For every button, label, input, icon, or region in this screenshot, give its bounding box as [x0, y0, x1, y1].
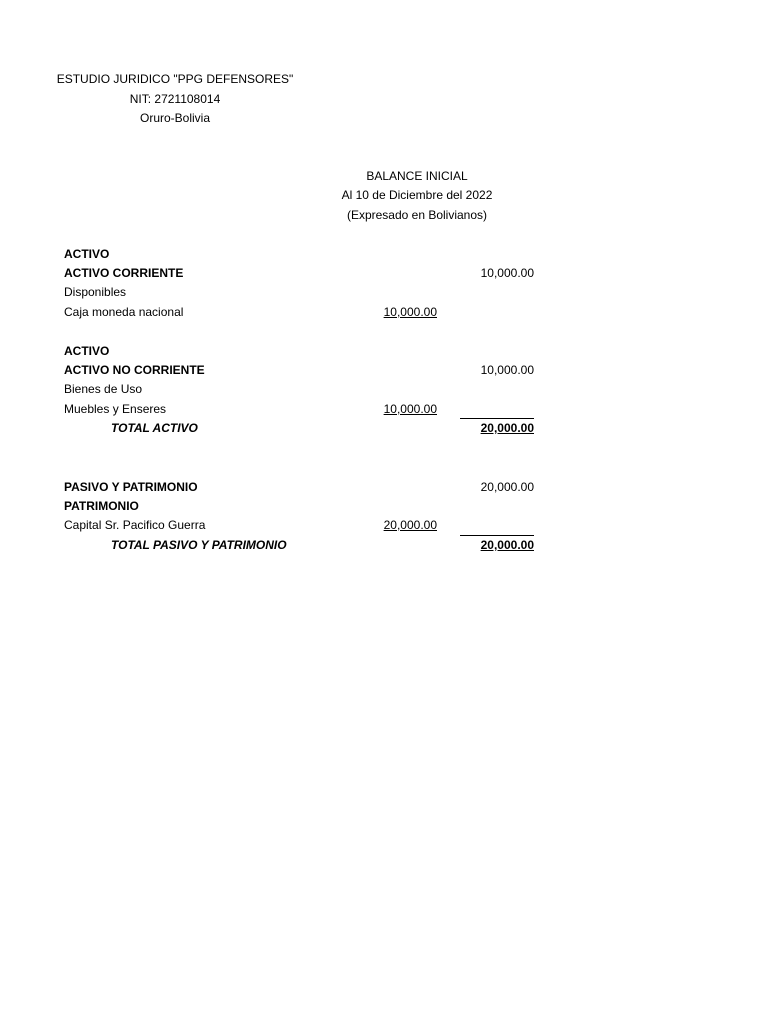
activo-no-corriente-subtotal: 10,000.00 [480, 363, 534, 377]
bienes-de-uso-label: Bienes de Uso [64, 382, 143, 396]
company-location: Oruro-Bolivia [139, 111, 211, 125]
currency-note: (Expresado en Bolivianos) [346, 208, 488, 222]
caja-label: Caja moneda nacional [64, 305, 184, 319]
total-pasivo-rule [460, 535, 534, 536]
activo-heading: ACTIVO [64, 247, 110, 261]
activo-no-corriente-heading: ACTIVO NO CORRIENTE [64, 363, 205, 377]
total-activo-value: 20,000.00 [480, 421, 534, 435]
capital-value: 20,000.00 [383, 518, 437, 532]
muebles-label: Muebles y Enseres [64, 402, 167, 416]
report-date: Al 10 de Diciembre del 2022 [341, 188, 493, 202]
total-pasivo-patrimonio-value: 20,000.00 [480, 538, 534, 552]
total-activo-label: TOTAL ACTIVO [111, 421, 198, 435]
total-activo-rule [460, 418, 534, 419]
capital-label: Capital Sr. Pacifico Guerra [64, 518, 206, 532]
activo-heading-2: ACTIVO [64, 344, 110, 358]
muebles-value: 10,000.00 [383, 402, 437, 416]
patrimonio-heading: PATRIMONIO [64, 499, 139, 513]
company-name: ESTUDIO JURIDICO "PPG DEFENSORES" [56, 72, 294, 86]
caja-value: 10,000.00 [383, 305, 437, 319]
activo-corriente-heading: ACTIVO CORRIENTE [64, 266, 184, 280]
activo-corriente-subtotal: 10,000.00 [480, 266, 534, 280]
report-title: BALANCE INICIAL [366, 169, 468, 183]
pasivo-patrimonio-subtotal: 20,000.00 [480, 480, 534, 494]
nit-number: NIT: 2721108014 [129, 92, 221, 106]
total-pasivo-patrimonio-label: TOTAL PASIVO Y PATRIMONIO [111, 538, 287, 552]
disponibles-label: Disponibles [64, 285, 127, 299]
pasivo-patrimonio-heading: PASIVO Y PATRIMONIO [64, 480, 198, 494]
